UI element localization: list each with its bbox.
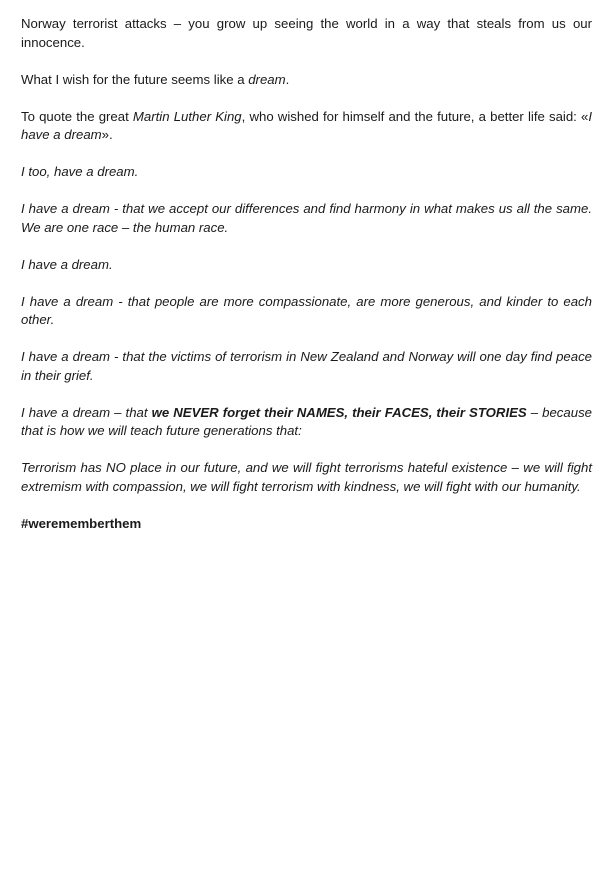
wish-end: . xyxy=(285,71,290,87)
wish-dream-word: dream xyxy=(248,71,286,87)
quote-name: Martin Luther King xyxy=(132,108,242,124)
paragraph-quote xyxy=(21,108,592,145)
never-forget-lead: I have a dream – that xyxy=(21,404,152,420)
paragraph-compassion: I have a dream - that people are more compassionate, are more generous, and kinder to each other. xyxy=(21,293,592,327)
paragraph-harmony: I have a dream - that we accept our differences and find harmony in what makes us all the same. We are one race – the human race. xyxy=(21,201,592,235)
paragraph-victims: I have a dream - that the victims of terrorism in New Zealand and Norway will one day find peace in their grief. xyxy=(21,349,592,383)
quote-lead: To quote the great xyxy=(21,108,133,124)
hashtag: #werememberthem xyxy=(21,515,142,531)
quote-text: I have a dream xyxy=(21,108,592,142)
document-page xyxy=(21,15,592,533)
paragraph-i-have-a-dream: I have a dream. xyxy=(21,256,113,272)
quote-middle: , who wished for himself and the future, a better life said: « xyxy=(241,108,589,124)
never-forget-end: – because that is how we will teach future generations that: xyxy=(21,404,592,438)
paragraph-wish xyxy=(21,71,592,90)
paragraph-never-forget xyxy=(21,404,592,441)
paragraph-terrorism: Terrorism has NO place in our future, and we will fight terrorisms hateful existence – we will fight extremism with compassion, we will fight terrorism with kindness, we will fight with our humanity. xyxy=(21,460,592,494)
quote-end: ». xyxy=(101,127,113,142)
paragraph-intro: Norway terrorist attacks – you grow up seeing the world in a way that steals from us our innocence. xyxy=(21,16,592,50)
never-forget-bold: we NEVER forget their NAMES, their FACES, their STORIES xyxy=(151,404,527,420)
paragraph-i-too: I too, have a dream. xyxy=(21,164,139,179)
wish-text: What I wish for the future seems like a xyxy=(21,71,249,87)
